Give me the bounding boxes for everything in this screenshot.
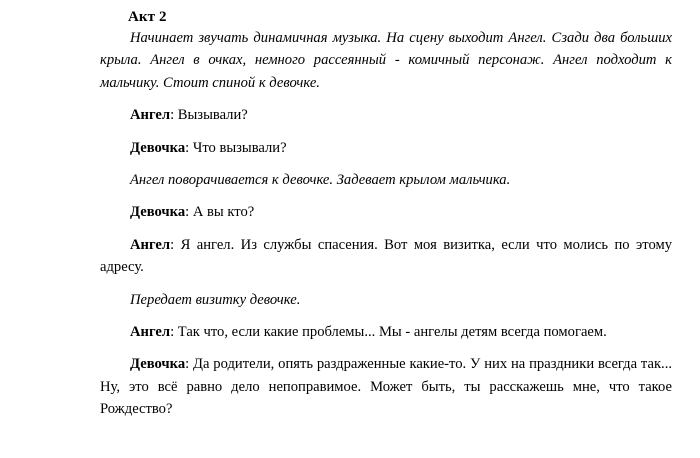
speaker-name: Девочка [130, 204, 186, 221]
speaker-separator: : [170, 107, 178, 124]
stage-direction [100, 169, 672, 191]
dialogue-line [100, 234, 672, 279]
dialogue-text: Так что, если какие проблемы... Мы - ангелы детям всегда помогаем. [177, 324, 607, 341]
dialogue-line [100, 137, 672, 159]
dialogue-text: Что вызывали? [192, 139, 287, 156]
act-heading: Акт 2 [128, 9, 167, 25]
dialogue-text: Да родители, опять раздраженные какие-то. У них на праздники всегда так... Ну, это всё равно дело непоправимое. Может быть, ты расскажешь мне, что такое Рождество? [100, 356, 673, 418]
stage-direction [100, 289, 672, 311]
dialogue-line [100, 201, 672, 223]
stage-direction-text: Начинает звучать динамичная музыка. На сцену выходит Ангел. Сзади два больших крыла. Ангел в очках, немного рассеянный - комичный персонаж. Ангел подходит к мальчику. Стоит спиной к девочке. [100, 30, 672, 91]
stage-direction-text: Передает визитку девочке. [130, 291, 301, 308]
dialogue-line [100, 321, 672, 343]
speaker-name: Девочка [130, 356, 186, 373]
dialogue-line [100, 104, 672, 126]
dialogue-text: Я ангел. Из службы спасения. Вот моя визитка, если что молись по этому адресу. [100, 236, 672, 276]
stage-direction-text: Ангел поворачивается к девочке. Задевает крылом мальчика. [130, 172, 511, 189]
speaker-name: Ангел [130, 107, 171, 124]
speaker-separator: : [170, 324, 178, 341]
speaker-name: Ангел [130, 236, 171, 253]
speaker-name: Девочка [130, 139, 186, 156]
speaker-separator: : [170, 236, 181, 253]
dialogue-line [100, 353, 672, 420]
stage-direction [100, 27, 672, 94]
dialogue-text: Вызывали? [177, 107, 248, 124]
dialogue-text: А вы кто? [192, 204, 255, 221]
speaker-separator: : [185, 356, 194, 373]
speaker-name: Ангел [130, 324, 171, 341]
speaker-separator: : [185, 204, 193, 221]
speaker-separator: : [185, 139, 193, 156]
script-body [100, 27, 672, 421]
